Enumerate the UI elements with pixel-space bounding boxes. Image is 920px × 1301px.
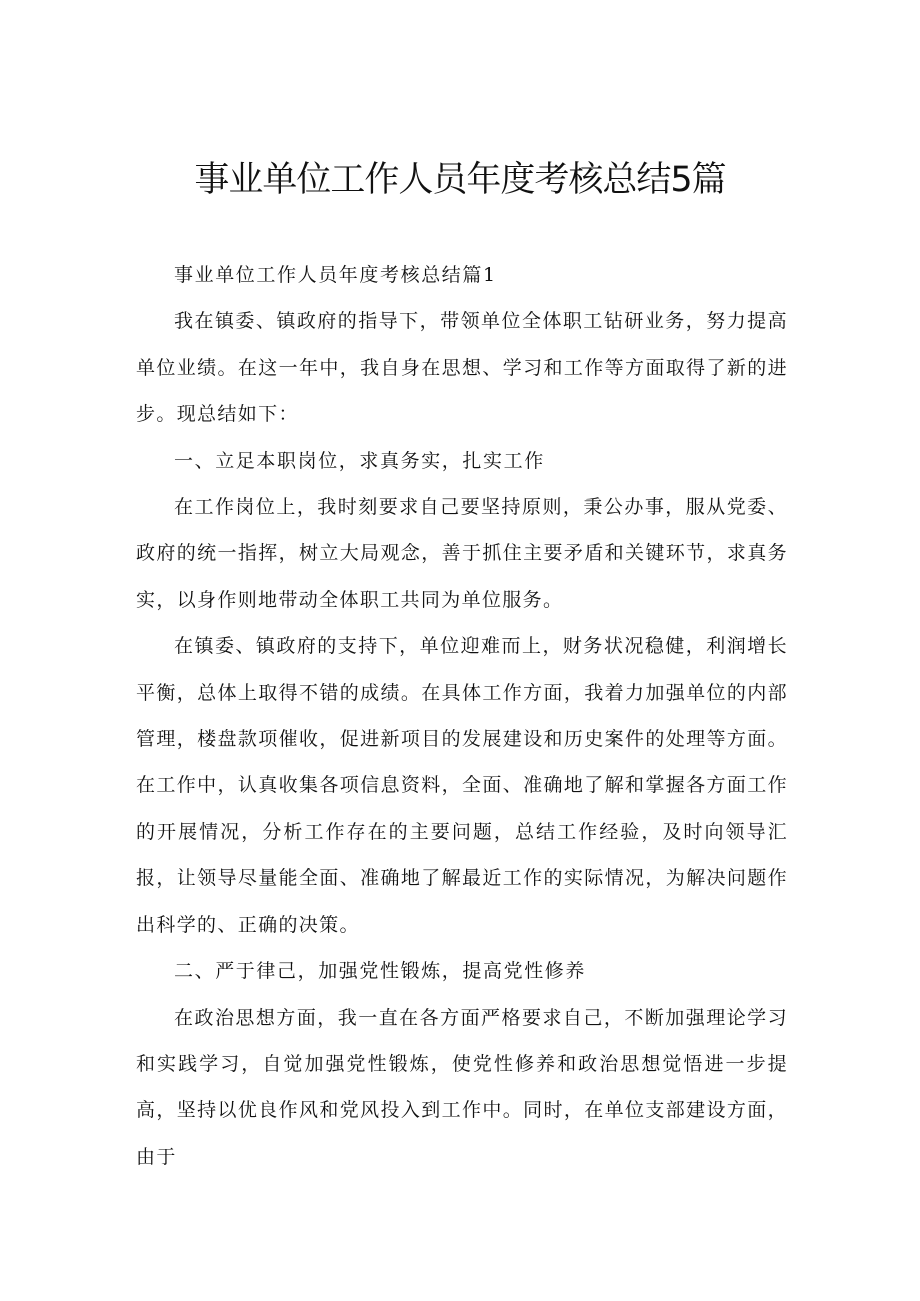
section-title: 事业单位工作人员年度考核总结篇1 — [174, 264, 497, 286]
section-heading-2: 二、严于律己，加强党性锻炼，提高党性修养 — [174, 960, 587, 983]
paragraph-duty: 在工作岗位上，我时刻要求自己要坚持原则，秉公办事，服从党委、政府的统一指挥，树立大局观念，善于抓住主要矛盾和关键环节，求真务实，以身作则地带动全体职工共同为单位服务。 — [136, 496, 788, 611]
document-body — [136, 252, 788, 1180]
document-title: 事业单位工作人员年度考核总结5篇 — [194, 160, 726, 200]
section-heading-1: 一、立足本职岗位，求真务实，扎实工作 — [174, 449, 545, 472]
paragraph-politics: 在政治思想方面，我一直在各方面严格要求自己，不断加强理论学习和实践学习，自觉加强党性锻炼，使党性修养和政治思想觉悟进一步提高，坚持以优良作风和党风投入到工作中。同时，在单位支部建设方面，由于 — [136, 1006, 788, 1168]
paragraph-intro: 我在镇委、镇政府的指导下，带领单位全体职工钻研业务，努力提高单位业绩。在这一年中，我自身在思想、学习和工作等方面取得了新的进步。现总结如下： — [136, 310, 788, 426]
paragraph-work: 在镇委、镇政府的支持下，单位迎难而上，财务状况稳健，利润增长平衡，总体上取得不错的成绩。在具体工作方面，我着力加强单位的内部管理，楼盘款项催收，促进新项目的发展建设和历史案件的处理等方面。在工作中，认真收集各项信息资料，全面、准确地了解和掌握各方面工作的开展情况，分析工作存在的主要问题，总结工作经验，及时向领导汇报，让领导尽量能全面、准确地了解最近工作的实际情况，为解决问题作出科学的、正确的决策。 — [136, 635, 788, 936]
